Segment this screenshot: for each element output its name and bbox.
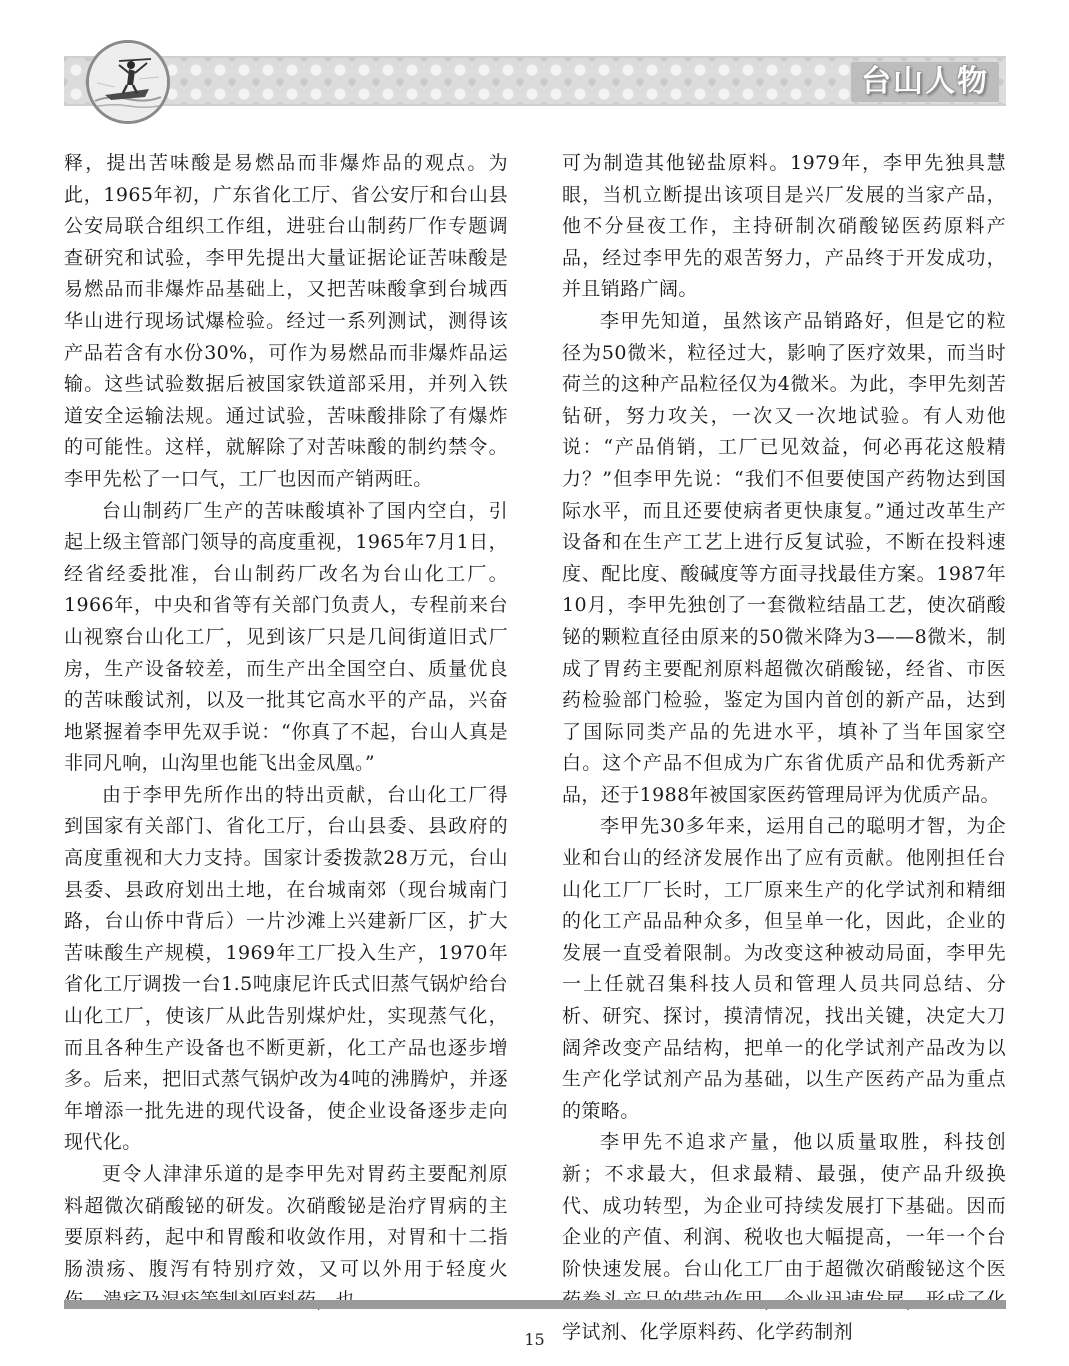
paragraph: 李甲先不追求产量，他以质量取胜，科技创新；不求最大，但求最精、最强，使产品升级换代、成功转型，为企业可持续发展打下基础。因而企业的产值、利润、税收也大幅提高，一年一个台阶快速发展。台山化工厂由于超微次硝酸铋这个医 学试剂、化学原料药、化学药制剂 — [562, 1131, 1006, 1343]
paragraph: 台山制药厂生产的苦味酸填补了国内空白，引起上级主管部门领导的高度重视，1965年7月1日，经省经委批准，台山制药厂改名为台山化工厂。1966年，中央和省等有关部门负责人，专程前来台山视察台山化工厂，见到该厂只是几间街道旧式厂房，生产设备较差，而生产出全国空白、质量优良的苦味酸试剂，以及一批其它高水平的产品，兴奋地紧握着李甲先双手说：“你真了不起，台山人真是非同凡响，山沟里也能飞出金凤凰。” — [64, 499, 508, 775]
section-title: 台山人物 — [851, 62, 999, 102]
boatman-logo-icon — [86, 40, 170, 124]
paragraph: 由于李甲先所作出的特出贡献，台山化工厂得到国家有关部门、省化工厅，台山县委、县政府的高度重视和大力支持。国家计委拨款28万元，台山县委、县政府划出土地，在台城南郊（现台城南门路，台山侨中背后）一片沙滩上兴建新厂区，扩大苦味酸生产规模，1969年工厂投入生产，1970年省化工厅调拨一台1.5吨康尼许氏式旧蒸气锅炉给台山化工厂，使该厂从此告别煤炉灶，实现蒸气化，而且各种生产设备也不断更新，化工产品也逐步增多。后来，把旧式蒸气锅炉改为4吨的沸腾炉，并逐年增添一批先进的现代设备，使企业设备逐步走向现代化。 — [64, 783, 508, 1154]
paragraph: 李甲先30多年来，运用自己的聪明才智，为企业和台山的经济发展作出了应有贡献。他刚担任台山化工厂厂长时，工厂原来生产的化学试剂和精细的化工产品品种众多，但呈单一化，因此，企业的发展一直受着限制。为改变这种被动局面，李甲先一上任就召集科技人员和管理人员共同总结、分析、研究、探讨，摸清情况，找出关键，决定大刀阔斧改变产品结构，把单一的化学试剂产品改为以生产化学试剂产品为基础，以生产医药产品为重点的策略。 — [562, 815, 1006, 1122]
paragraph: 更令人津津乐道的是李甲先对胃药主要配剂原料超微次硝酸铋的研发。次硝酸铋是治疗胃病的主要原料药，起中和胃酸和收敛作用，对胃和十二指肠溃疡、腹泻有特别疗效，又可以外用于轻度火 — [64, 1163, 508, 1280]
footer-rule — [64, 1300, 1006, 1309]
paragraph: 释，提出苦味酸是易燃品而非爆炸品的观点。为此，1965年初，广东省化工厅、省公安厅和台山县公安局联合组织工作组，进驻台山制药厂作专题调查研究和试验，李甲先提出大量证据论证苦味酸是易燃品而非爆炸品基础上，又把苦味酸拿到台城西华山进行现场试爆检验。经过一系列测试，测得该产品若含有水份30%，可作为易燃品而非爆炸品运输。这些试验数据后被国家铁道部采用，并列入铁道安全运输法规。通过试验，苦味酸排除了有爆炸的可能性。这样，就解除了对苦味酸的制约禁令。李甲先松了一口气，工厂也因而产销两旺。 — [64, 152, 508, 490]
paragraph: 可为制造其他铋盐原料。1979年，李甲先独具慧眼，当机立断提出该项目是兴厂发展的当家产品，他不分昼夜工作，主持研制次硝酸铋医药原料产品，经过李甲先的艰苦努力，产品终于开发成功，并且销路广阔。 — [562, 152, 1006, 301]
left-column — [64, 148, 508, 1317]
page-number: 15 — [524, 1330, 545, 1349]
paragraph: 李甲先知道，虽然该产品销路好，但是它的粒径为50微米，粒径过大，影响了医疗效果，而当时荷兰的这种产品粒径仅为4微米。为此，李甲先刻苦钻研，努力攻关，一次又一次地试验。有人劝他说：“产品俏销，工厂已见效益，何必再花这般精力？”但李甲先说：“我们不但要使国产药物达到国际水平，而且还要使病者更快康复。”通过改革生产设备和在生产工艺上进行反复试验，不断在投料速度、配比度、酸碱度等方面寻找最佳方案。1987年10月，李甲先独创了一套微粒结晶工艺，使次硝酸铋的颗粒直径由原来的50微米降为3——8微米，制成了胃药主要配剂原料超微次硝酸铋，经省、市医药检验部门检验，鉴定为国内首创的新产品，达到了国际同类产品的先进水平，填补了当年国家空白。这个产品不但成为广东省优质产品和优秀新产品，还于1988年被国家医药管理局评为优质产品。 — [562, 309, 1006, 806]
right-column — [562, 148, 1006, 1349]
